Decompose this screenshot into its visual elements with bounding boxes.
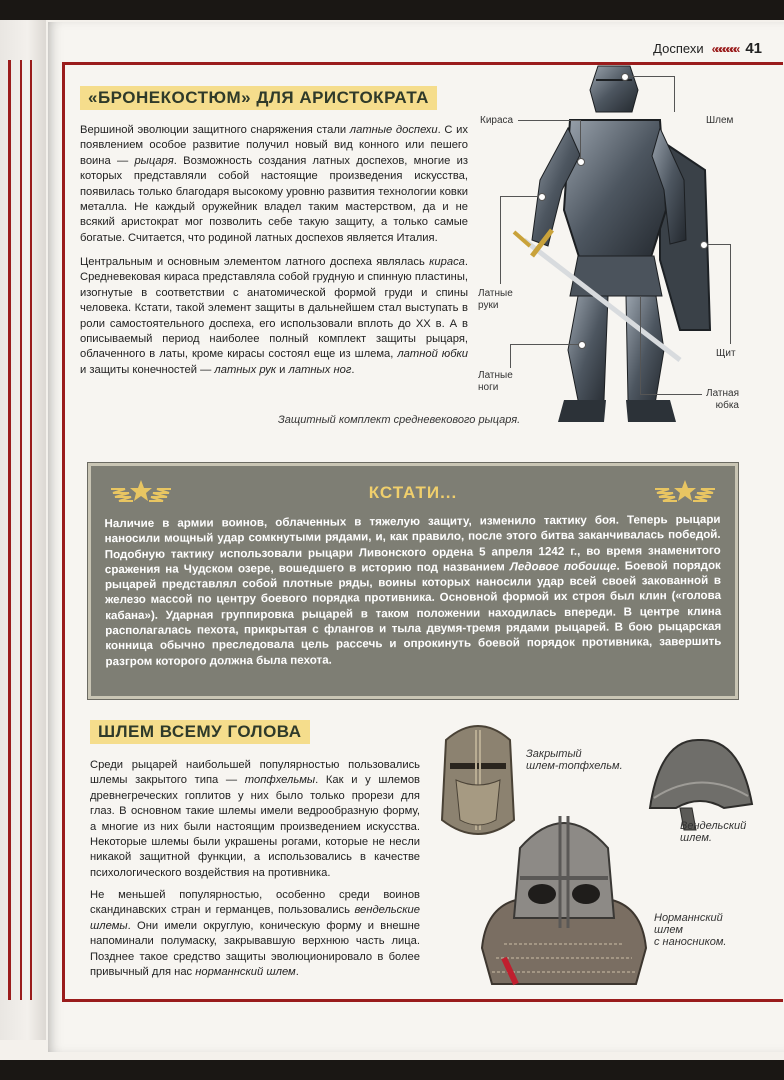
- paragraph: Не меньшей популярностью, особенно среди воинов скандинавских стран и германцев, пользовались вендельские шлемы. Они имели округлую, коническую форму и внешне напоминали полумаску, закрывавшую верхнюю часть лица. Позднее такое средство защиты эволюционировало в более привычный для нас норманнский шлем.: [90, 889, 420, 979]
- callout-line: [500, 196, 540, 197]
- paragraph: Центральным и основным элементом латного доспеха являлась кираса. Средневековая кираса представляла собой грудную и спинную пластины, изогнутые в соответствии с анатомической формой груди и спины человека. Кстати, такой элемент защиты в дальнейшем стал выступать в роли самостоятельного доспеха, его использовали вплоть до XX в. А в описываемый период наиболее полный комплект защиты рыцаря, облаченного в латы, кроме кирасы состоял еще из шлема, латной юбки и защиты конечностей — латных рук и латных ног.: [80, 256, 468, 376]
- callout-line: [640, 394, 702, 395]
- paragraph: Вершиной эволюции защитного снаряжения стали латные доспехи. С их появлением особое развитие получил новый вид конного или пешего воина — рыцаря. Возможность создания латных доспехов, многие из которых представляли собой настоящие произведения искусства, появилась только благодаря высокому уровню развития технологии ковки металла. Не каждый оружейник владел таким мастерством, да и не всякий аристократ мог позволить себе такую защиту, а только самые богатые. Считается, что родиной латных доспехов является Италия.: [80, 124, 468, 244]
- running-head: [643, 40, 762, 57]
- callout-dot: [700, 241, 708, 249]
- page-edge-line: [20, 60, 22, 1000]
- callout-dot: [538, 193, 546, 201]
- callout-line: [640, 296, 641, 394]
- running-head-section: Доспехи: [653, 41, 704, 56]
- page-number: 41: [745, 40, 762, 57]
- previous-page-edge: [0, 20, 46, 1040]
- callout-dot: [621, 73, 629, 81]
- callout-line: [580, 120, 581, 160]
- paragraph: Среди рыцарей наибольшей популярностью пользовались шлемы закрытого типа — топфхельмы. Как и у шлемов древнегреческих гоплитов у них было только прорези для глаз. В основном такие шлемы имели ведрообразную форму, а многие из них были настоящим произведением искусства. Некоторые шлемы были украшены рогами, которые не несли никакой защитной функции, а использовались в качестве психологического воздействия на противника.: [90, 759, 420, 879]
- figure-caption: Защитный комплект средневекового рыцаря.: [278, 414, 521, 426]
- callout-line: [626, 76, 674, 77]
- callout-line: [510, 344, 580, 345]
- chevron-icon: «««««««: [711, 41, 738, 56]
- label-legs: Латные ноги: [478, 370, 513, 393]
- norman-helmet-illustration: [476, 808, 652, 986]
- callout-line: [500, 196, 501, 284]
- aside-title: КСТАТИ...: [368, 483, 458, 502]
- label-shield: Щит: [716, 348, 736, 359]
- callout-line: [518, 120, 580, 121]
- caption-norman-helmet: Норманнский шлем с наносником.: [654, 912, 727, 948]
- callout-dot: [577, 158, 585, 166]
- callout-line: [510, 344, 511, 368]
- label-arms: Латные руки: [478, 288, 513, 311]
- page-edge-line: [30, 60, 32, 1000]
- section-title-helmets: ШЛЕМ ВСЕМУ ГОЛОВА: [90, 720, 310, 744]
- caption-closed-helmet: Закрытый шлем-топфхельм.: [526, 748, 623, 772]
- aside-text: Наличие в армии воинов, облаченных в тяжелую защиту, изменило тактику боя. Теперь рыцари наносили мощный удар сомкнутыми рядами, и, как правило, после этого битва заканчивалась победой. Подобную тактику использовали рыцари Ливонского ордена 5 апреля 1242 г., во время знаменитого сражения на Чудском озере, вошедшего в историю под названием Ледовое побоище. Боевой порядок рыцарей представлял собой плотные ряды, воины которых наносили удар всей своей закованной в железо массой по центру боевого порядка противника. Основной формой их строя был клин («голова кабана»). Ударная группировка рыцарей в таком положении находилась впереди. В центре клина располагалась пехота, прикрытая с флангов и тыла двумя-тремя рядами рыцарей. В бою рыцарская конница обычно преследовала цель рассечь и опрокинуть боевой порядок противника, завершить разгром которого должна была пехота.: [104, 512, 722, 668]
- aside-box: [88, 463, 738, 699]
- label-skirt: Латная юбка: [706, 388, 739, 411]
- callout-dot: [578, 341, 586, 349]
- label-cuirass: Кираса: [480, 115, 514, 126]
- section-title-armor: «БРОНЕКОСТЮМ» ДЛЯ АРИСТОКРАТА: [80, 86, 437, 110]
- caption-vendel-helmet: Вендельский шлем.: [680, 820, 747, 844]
- callout-line: [674, 76, 675, 112]
- callout-line: [730, 244, 731, 344]
- page-edge-line: [8, 60, 11, 1000]
- label-helmet: Шлем: [706, 115, 734, 126]
